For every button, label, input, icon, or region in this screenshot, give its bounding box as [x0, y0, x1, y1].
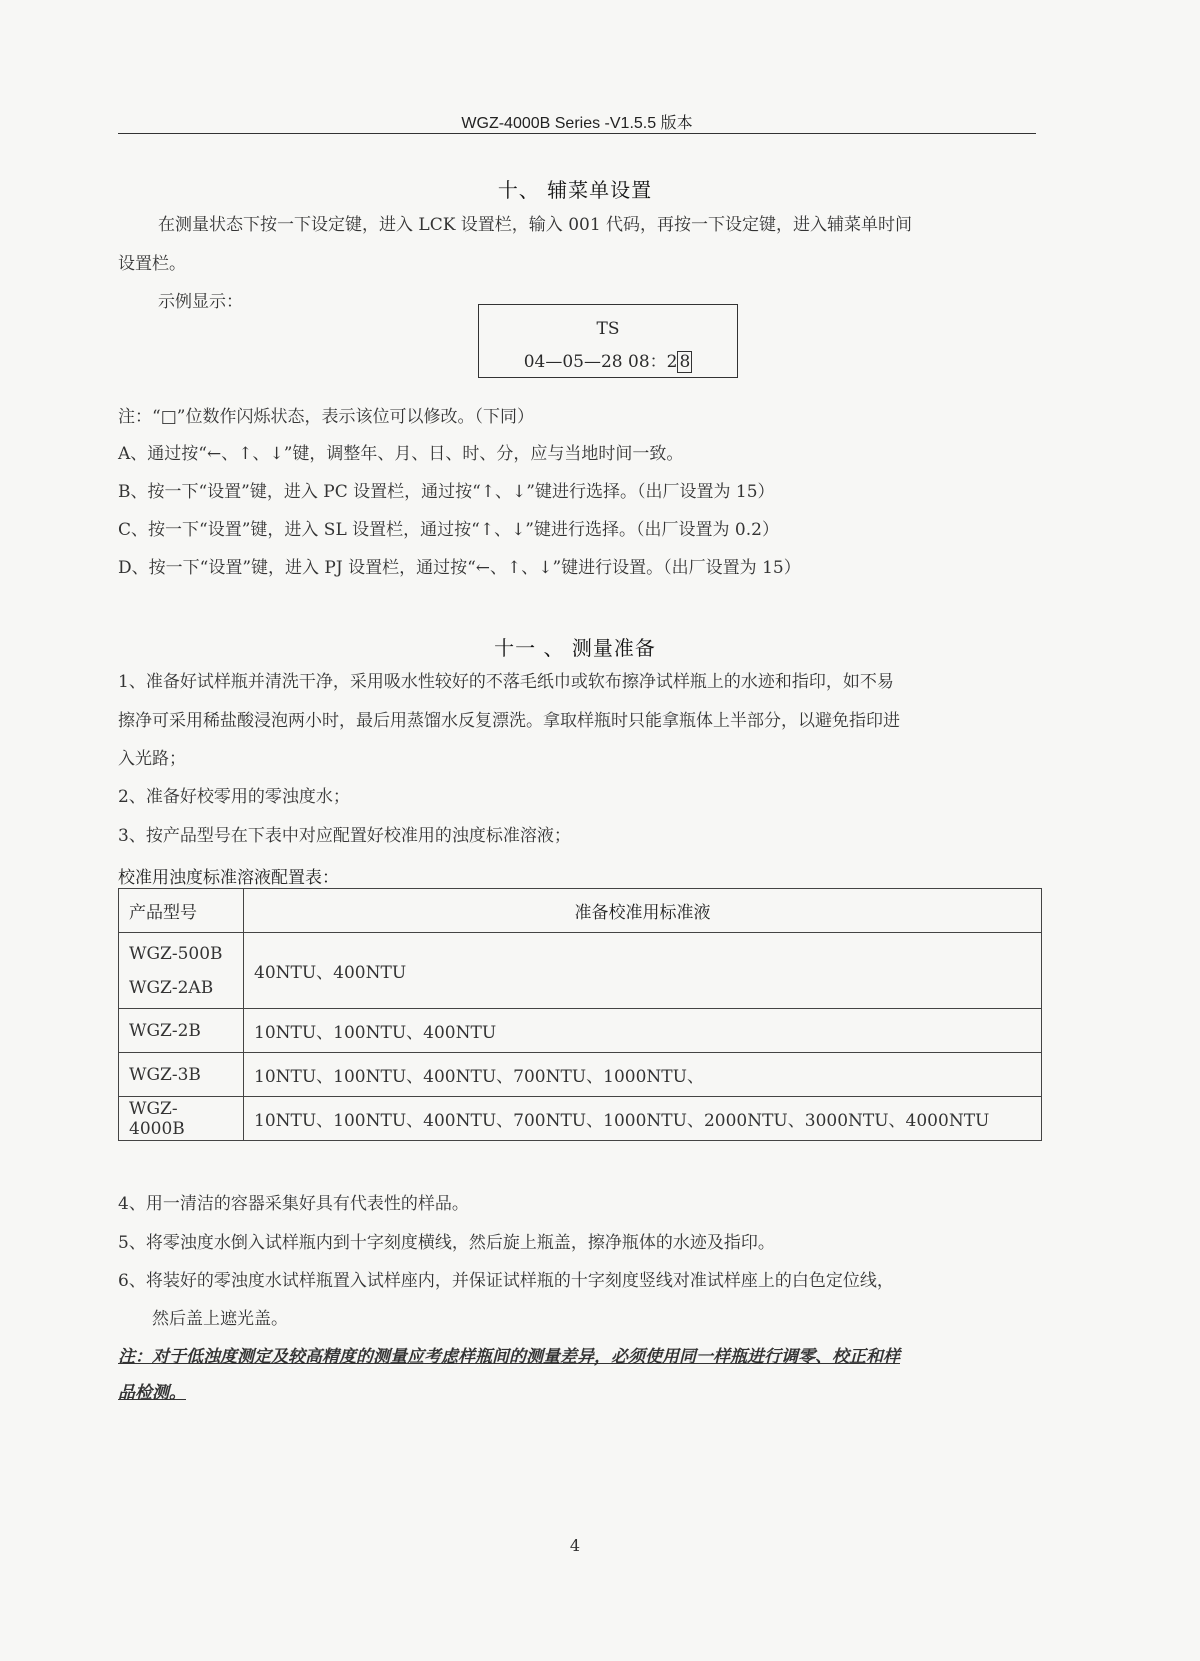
solution-cell: 40NTU、400NTU: [244, 933, 1042, 1009]
header-rule: [118, 133, 1036, 134]
item-6-line1: 6、将装好的零浊度水试样瓶置入试样座内，并保证试样瓶的十字刻度竖线对准试样座上的白色定位线，: [118, 1271, 894, 1291]
table-header-row: [119, 889, 1042, 933]
item-1-line3: 入光路；: [118, 749, 186, 769]
model-cell: WGZ-4000B: [119, 1097, 244, 1141]
solution-cell: 10NTU、100NTU、400NTU、700NTU、1000NTU、2000NTU、3000NTU、4000NTU: [244, 1097, 1042, 1141]
item-2: 2、准备好校零用的零浊度水；: [118, 787, 350, 807]
display-example-box: [478, 304, 738, 378]
note-line-1: 注：对于低浊度测定及较高精度的测量应考虑样瓶间的测量差异，必须使用同一样瓶进行调零、校正和样: [118, 1347, 900, 1367]
section-10-title: 十、 辅菜单设置: [497, 178, 653, 202]
table-row: [119, 1009, 1042, 1053]
blinking-digit: 8: [679, 352, 691, 372]
table-row: [119, 1097, 1042, 1141]
table-title: 校准用浊度标准溶液配置表：: [118, 868, 339, 888]
display-time-text: 04—05—28 08：2: [523, 352, 678, 372]
section-11-title: 十一 、 测量准备: [494, 636, 656, 660]
item-6-line2: 然后盖上遮光盖。: [152, 1309, 288, 1329]
step-b: B、按一下“设置”键，进入 PC 设置栏，通过按“↑、↓”键进行选择。（出厂设置为 15）: [118, 482, 775, 502]
model-cell: WGZ-3B: [119, 1053, 244, 1097]
solution-cell: 10NTU、100NTU、400NTU: [244, 1009, 1042, 1053]
item-3: 3、按产品型号在下表中对应配置好校准用的浊度标准溶液；: [118, 826, 571, 846]
model-name: WGZ-2AB: [129, 977, 214, 998]
item-5: 5、将零浊度水倒入试样瓶内到十字刻度横线，然后旋上瓶盖，擦净瓶体的水迹及指印。: [118, 1233, 775, 1253]
sample-bottle-note: [118, 1339, 1043, 1411]
item-4: 4、用一清洁的容器采集好具有代表性的样品。: [118, 1194, 469, 1214]
model-cell: WGZ-2B: [119, 1009, 244, 1053]
table-row: [119, 933, 1042, 1009]
header-solution: 准备校准用标准液: [244, 889, 1042, 933]
solution-cell: 10NTU、100NTU、400NTU、700NTU、1000NTU、: [244, 1053, 1042, 1097]
header-model: 产品型号: [119, 889, 244, 933]
blink-note: 注：“□”位数作闪烁状态，表示该位可以修改。（下同）: [118, 407, 534, 427]
model-name: WGZ-500B: [129, 943, 223, 964]
display-line-1: TS: [596, 319, 620, 339]
page-header: WGZ-4000B Series -V1.5.5 版本: [461, 115, 693, 132]
section-10-intro-line1: 在测量状态下按一下设定键，进入 LCK 设置栏，输入 001 代码，再按一下设定键，进入辅菜单时间: [158, 215, 913, 235]
step-a: A、通过按“←、↑、↓”键，调整年、月、日、时、分，应与当地时间一致。: [118, 444, 684, 464]
item-1-line1: 1、准备好试样瓶并清洗干净，采用吸水性较好的不落毛纸巾或软布擦净试样瓶上的水迹和指印，如不易: [118, 672, 894, 692]
step-d: D、按一下“设置”键，进入 PJ 设置栏，通过按“←、↑、↓”键进行设置。（出厂设置为 15）: [118, 558, 801, 578]
page-number: 4: [569, 1536, 581, 1555]
step-c: C、按一下“设置”键，进入 SL 设置栏，通过按“↑、↓”键进行选择。（出厂设置为 0.2）: [118, 520, 779, 540]
section-10-intro-line2: 设置栏。: [118, 254, 186, 274]
table-row: [119, 1053, 1042, 1097]
example-label: 示例显示：: [158, 292, 243, 312]
model-cell: [119, 933, 244, 1009]
item-1-line2: 擦净可采用稀盐酸浸泡两小时，最后用蒸馏水反复漂洗。拿取样瓶时只能拿瓶体上半部分，以避免指印进: [118, 711, 900, 731]
calibration-table: [118, 888, 1042, 1141]
note-line-2: 品检测。: [118, 1383, 186, 1403]
display-line-2: [479, 347, 737, 372]
